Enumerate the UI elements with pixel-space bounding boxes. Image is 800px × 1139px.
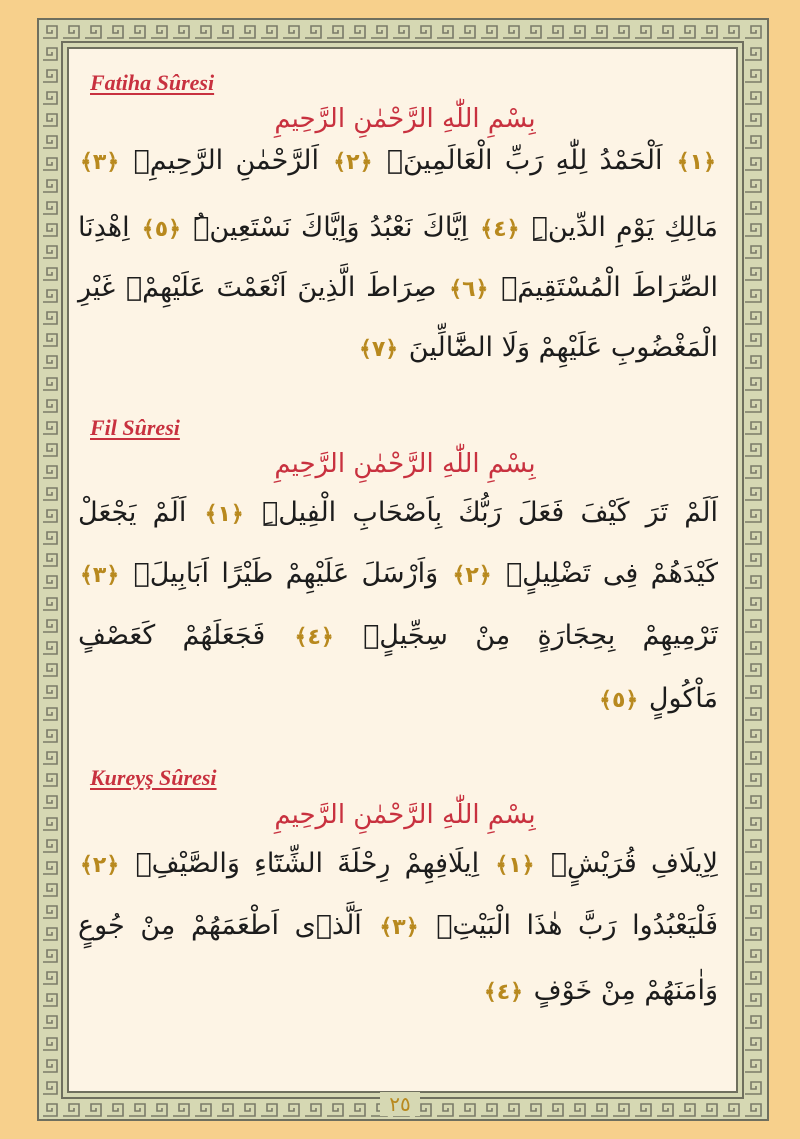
verse-text: فَلْيَعْبُدُوا رَبَّ هٰذَا الْبَيْتِۙ	[436, 910, 718, 941]
ayah-marker: ﴿٧﴾	[358, 337, 399, 362]
verse-text: اِيلَافِهِمْ رِحْلَةَ الشِّتَٓاءِ وَالصَّيْفِۚ	[135, 848, 480, 879]
verse-text: مَالِكِ يَوْمِ الدِّينِۜ	[531, 212, 718, 243]
fil-line-1	[78, 497, 718, 528]
verse-text: اَلْحَمْدُ لِلّٰهِ رَبِّ الْعَالَمِينَۙ	[386, 145, 663, 176]
fil-line-3	[78, 620, 718, 651]
verse-text: الصِّرَاطَ الْمُسْتَقِيمَۙ	[501, 272, 718, 303]
kureys-line-3	[78, 975, 718, 1006]
ayah-marker: ﴿٤﴾	[294, 625, 334, 650]
ayah-marker: ﴿٥﴾	[599, 688, 639, 713]
fatiha-line-1	[78, 145, 718, 176]
fil-line-2	[78, 558, 718, 589]
verse-text: صِرَاطَ الَّذِينَ اَنْعَمْتَ عَلَيْهِمْۙ غَيْرِ	[78, 272, 437, 303]
basmala-kureys: بِسْمِ اللّٰهِ الرَّحْمٰنِ الرَّحِيمِ	[274, 800, 536, 830]
surah-title-fatiha: Fatiha Sûresi	[90, 70, 215, 95]
ayah-marker: ﴿٤﴾	[480, 217, 520, 242]
ayah-marker: ﴿٢﴾	[80, 853, 120, 878]
verse-text: اَلَمْ تَرَ كَيْفَ فَعَلَ رَبُّكَ بِاَصْحَابِ الْفِيلِۜ	[262, 497, 718, 528]
verse-text: مَاْكُولٍ	[648, 683, 718, 714]
fil-line-4	[78, 683, 718, 714]
ayah-marker: ﴿٣﴾	[80, 563, 120, 588]
verse-text: وَاٰمَنَهُمْ مِنْ خَوْفٍ	[533, 975, 718, 1006]
verse-text: اِهْدِنَا	[78, 212, 130, 243]
verse-text: لِاِيلَافِ قُرَيْشٍۙ	[550, 848, 718, 879]
ayah-marker: ﴿١﴾	[204, 502, 244, 527]
verse-text: فَجَعَلَهُمْ كَعَصْفٍ	[78, 620, 266, 651]
ayah-marker: ﴿١﴾	[495, 853, 535, 878]
verse-text: وَاَرْسَلَ عَلَيْهِمْ طَيْرًا اَبَابِيلَۙ	[133, 558, 439, 589]
surah-title-kureys: Kureyş Sûresi	[90, 765, 217, 790]
ayah-marker: ﴿٢﴾	[333, 150, 373, 175]
verse-text: تَرْمِيهِمْ بِحِجَارَةٍ مِنْ سِجِّيلٍۙ	[363, 620, 718, 651]
ayah-marker: ﴿٦﴾	[449, 277, 489, 302]
verse-text: الْمَغْضُوبِ عَلَيْهِمْ وَلَا الضَّٓالِّينَ	[408, 332, 718, 363]
basmala-fil: بِسْمِ اللّٰهِ الرَّحْمٰنِ الرَّحِيمِ	[274, 449, 536, 479]
page-number: ٢٥	[380, 1092, 420, 1116]
fatiha-line-4	[78, 332, 718, 363]
verse-text: اَلَّذٖى اَطْعَمَهُمْ مِنْ جُوعٍ	[78, 910, 362, 941]
surah-title-fil: Fil Sûresi	[90, 415, 180, 440]
verse-text: اَلرَّحْمٰنِ الرَّحِيمِۙ	[133, 145, 319, 176]
ayah-marker: ﴿٤﴾	[483, 980, 524, 1005]
kureys-line-1	[78, 848, 718, 879]
ayah-marker: ﴿٣﴾	[80, 150, 120, 175]
basmala-fatiha: بِسْمِ اللّٰهِ الرَّحْمٰنِ الرَّحِيمِ	[274, 104, 536, 134]
ayah-marker: ﴿١﴾	[676, 150, 716, 175]
fatiha-line-2	[78, 212, 718, 243]
ayah-marker: ﴿٥﴾	[141, 217, 182, 242]
verse-text: اِيَّاكَ نَعْبُدُ وَاِيَّاكَ نَسْتَعِينُۜ	[193, 212, 469, 243]
kureys-line-2	[78, 910, 718, 941]
verse-text: كَيْدَهُمْ فِى تَضْلِيلٍۙ	[505, 558, 718, 589]
ayah-marker: ﴿٣﴾	[379, 915, 419, 940]
verse-text: اَلَمْ يَجْعَلْ	[78, 497, 187, 528]
fatiha-line-3	[78, 272, 718, 303]
ayah-marker: ﴿٢﴾	[452, 563, 492, 588]
